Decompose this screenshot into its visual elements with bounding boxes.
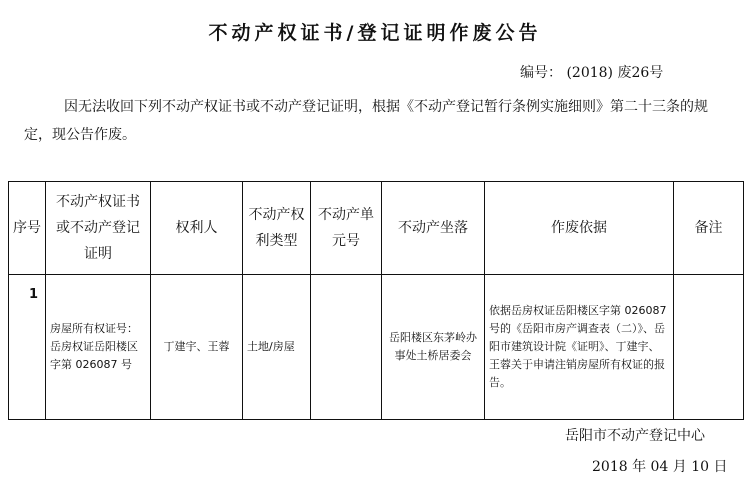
header-basis: 作废依据 (485, 182, 674, 275)
header-seq: 序号 (9, 182, 46, 275)
document-number: 编号： (2018) 废26号 (520, 65, 664, 81)
cell-right-type: 土地/房屋 (243, 275, 311, 420)
cell-unit-no (311, 275, 382, 420)
cell-basis: 依据岳房权证岳阳楼区字第 026087 号的《岳阳市房产调查表（二）》、岳阳市建筑设计院《证明》、丁建宇、王蓉关于申请注销房屋所有权证的报告。 (485, 275, 674, 420)
page-title: 不动产权证书/登记证明作废公告 (208, 22, 542, 44)
cancellation-table (8, 181, 744, 420)
header-note: 备注 (674, 182, 744, 275)
cell-location: 岳阳楼区东茅岭办事处土桥居委会 (382, 275, 485, 420)
intro-paragraph: 因无法收回下列不动产权证书或不动产登记证明，根据《不动产登记暂行条例实施细则》第二十三条的规定，现公告作废。 (24, 99, 708, 143)
header-holder: 权利人 (151, 182, 243, 275)
issuer: 岳阳市不动产登记中心 (565, 428, 705, 444)
issue-date: 2018 年 04 月 10 日 (592, 459, 728, 475)
table-header-row (9, 182, 744, 275)
cell-holder: 丁建宇、王蓉 (151, 275, 243, 420)
cell-cert: 房屋所有权证号：岳房权证岳阳楼区字第 026087 号 (46, 275, 151, 420)
header-right-type: 不动产权利类型 (243, 182, 311, 275)
header-location: 不动产坐落 (382, 182, 485, 275)
table-row (9, 275, 744, 420)
cell-note (674, 275, 744, 420)
header-cert: 不动产权证书或不动产登记证明 (46, 182, 151, 275)
cell-seq: 1 (9, 275, 46, 420)
header-unit-no: 不动产单元号 (311, 182, 382, 275)
